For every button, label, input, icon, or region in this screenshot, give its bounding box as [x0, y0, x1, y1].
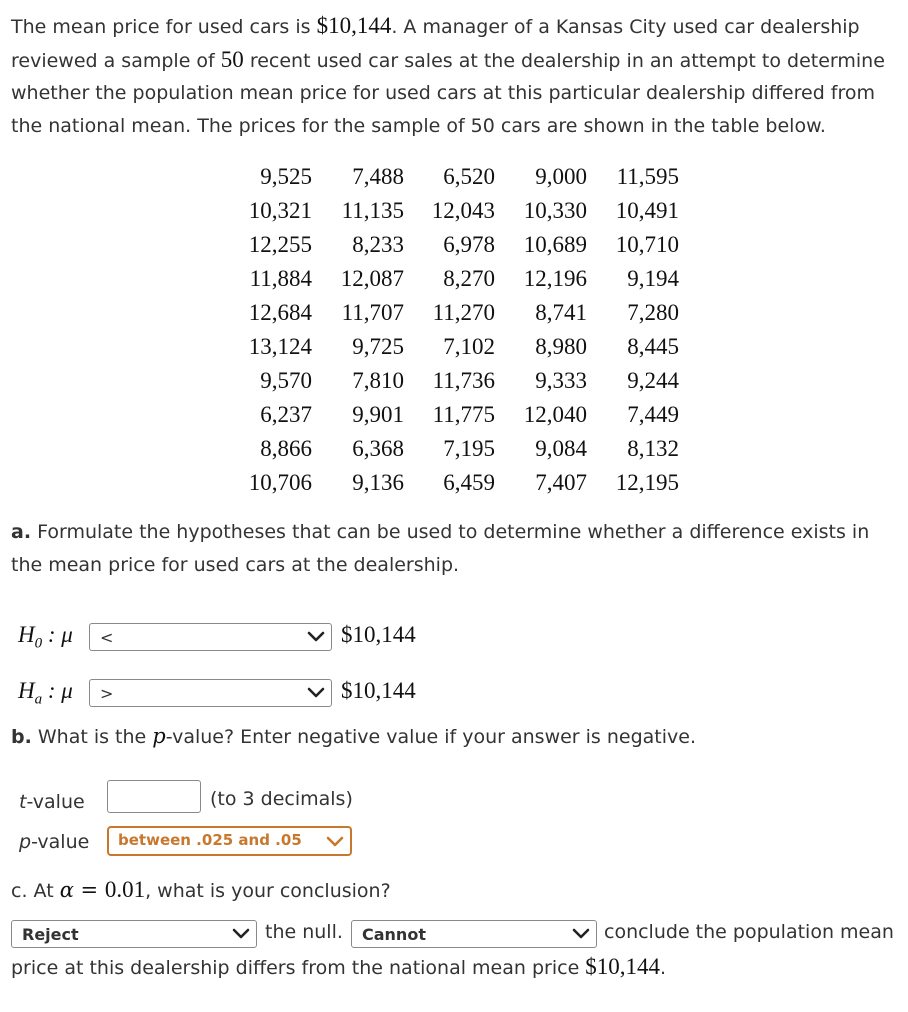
p-value-selected: between .025 and .05 — [118, 831, 302, 849]
price-cell: 7,195 — [443, 436, 495, 461]
price-cell: 11,736 — [432, 368, 495, 393]
price-cell: 9,570 — [260, 368, 312, 393]
price-cell: 6,978 — [443, 232, 495, 257]
price-cell: 6,520 — [443, 164, 495, 189]
price-cell: 10,706 — [248, 470, 312, 495]
price-cell: 9,333 — [535, 368, 587, 393]
ha-operator-value: > — [100, 684, 114, 703]
price-cell: 9,194 — [627, 266, 679, 291]
p-value-select[interactable] — [107, 826, 352, 856]
conclude-selected: Cannot — [362, 925, 426, 944]
price-cell: 8,233 — [352, 232, 404, 257]
price-cell: 12,043 — [431, 198, 495, 223]
price-cell: 9,084 — [535, 436, 587, 461]
price-cell: 7,407 — [535, 470, 587, 495]
price-cell: 8,866 — [260, 436, 312, 461]
price-cell: 10,321 — [248, 198, 312, 223]
price-cell: 13,124 — [248, 334, 312, 359]
price-cell: 12,196 — [523, 266, 587, 291]
price-cell: 10,330 — [523, 198, 587, 223]
ha-value: $10,144 — [341, 678, 416, 703]
table-row — [238, 398, 679, 432]
price-cell: 12,684 — [248, 300, 312, 325]
price-cell: 11,884 — [249, 266, 312, 291]
chevron-down-icon — [307, 629, 325, 648]
h0-value: $10,144 — [341, 622, 416, 647]
price-cell: 8,445 — [627, 334, 679, 359]
price-cell: 9,901 — [352, 402, 404, 427]
price-cell: 7,810 — [352, 368, 404, 393]
after-conclude-text: conclude the population mean — [604, 921, 894, 943]
chevron-down-icon — [326, 834, 344, 853]
price-cell: 9,525 — [260, 164, 312, 189]
intro-line-4: the national mean. The prices for the sample of 50 cars are shown in the table below. — [11, 114, 826, 137]
table-row — [238, 194, 679, 228]
table-row — [238, 160, 679, 194]
t-value-hint: (to 3 decimals) — [210, 788, 353, 810]
part-b-question: b. What is the p-value? Enter negative value if your answer is negative. — [11, 724, 696, 748]
price-cell: 8,741 — [535, 300, 587, 325]
after-decision-text: the null. — [265, 921, 343, 943]
price-cell: 7,449 — [627, 402, 679, 427]
price-cell: 7,102 — [443, 334, 495, 359]
price-cell: 9,136 — [352, 470, 404, 495]
price-cell: 11,707 — [341, 300, 404, 325]
price-cell: 6,237 — [260, 402, 312, 427]
part-a-question — [11, 516, 906, 581]
price-cell: 12,087 — [340, 266, 404, 291]
price-cell: 6,459 — [443, 470, 495, 495]
h0-operator-value: < — [100, 628, 114, 647]
price-cell: 8,270 — [443, 266, 495, 291]
national-mean-price-final: $10,144 — [585, 954, 661, 979]
price-cell: 6,368 — [352, 436, 404, 461]
price-cell: 7,280 — [627, 300, 679, 325]
decision-select[interactable] — [11, 920, 257, 948]
h0-label: $H_0$ : μ — [18, 622, 73, 652]
t-value-input[interactable] — [107, 780, 201, 813]
price-cell: 7,488 — [352, 164, 404, 189]
intro-line-1: The mean price for used cars is $10,144. A manager of a Kansas City used car dealership — [11, 13, 860, 38]
price-cell: 10,689 — [523, 232, 587, 257]
price-cell: 10,491 — [615, 198, 679, 223]
price-cell: 11,595 — [616, 164, 679, 189]
price-cell: 12,195 — [615, 470, 679, 495]
intro-line-2: reviewed a sample of 50 recent used car sales at the dealership in an attempt to determine — [11, 46, 885, 72]
national-mean-price: $10,144 — [316, 13, 392, 38]
t-value-label: t-value — [19, 791, 85, 813]
price-cell: 11,135 — [341, 198, 404, 223]
table-row — [238, 432, 679, 466]
price-cell: 9,244 — [627, 368, 679, 393]
part-a-line-2: the mean price for used cars at the dealership. — [11, 553, 460, 576]
intro-line-3: whether the population mean price for used cars at this particular dealership differed from — [11, 82, 876, 104]
price-cell: 11,775 — [432, 402, 495, 427]
price-cell: 9,000 — [535, 164, 587, 189]
table-row — [238, 228, 679, 262]
price-cell: 9,725 — [352, 334, 404, 359]
price-cell: 8,132 — [627, 436, 679, 461]
sample-size: 50 — [220, 46, 244, 72]
h0-operator-select[interactable] — [89, 623, 332, 651]
ha-operator-select[interactable] — [89, 679, 332, 707]
part-c-question: c. At α = 0.01, what is your conclusion? — [11, 877, 391, 902]
chevron-down-icon — [232, 926, 250, 945]
table-row — [238, 330, 679, 364]
p-value-label: p-value — [19, 831, 90, 853]
table-row — [238, 364, 679, 398]
table-row — [238, 296, 679, 330]
price-cell: 12,255 — [248, 232, 312, 257]
part-a-line-1: a. Formulate the hypotheses that can be used to determine whether a difference exists in — [11, 521, 870, 543]
prices-table — [238, 160, 679, 500]
part-c-line-2: price at this dealership differs from the national mean price $10,144. — [11, 954, 667, 979]
price-cell: 8,980 — [535, 334, 587, 359]
chevron-down-icon — [572, 926, 590, 945]
chevron-down-icon — [307, 685, 325, 704]
price-cell: 11,270 — [432, 300, 495, 325]
decision-selected: Reject — [22, 925, 79, 944]
conclude-select[interactable] — [351, 920, 597, 948]
price-cell: 12,040 — [523, 402, 587, 427]
ha-label: $H_a$ : μ — [18, 678, 73, 708]
intro-paragraph — [11, 10, 906, 142]
table-row — [238, 262, 679, 296]
price-cell: 10,710 — [615, 232, 679, 257]
table-row — [238, 466, 679, 500]
